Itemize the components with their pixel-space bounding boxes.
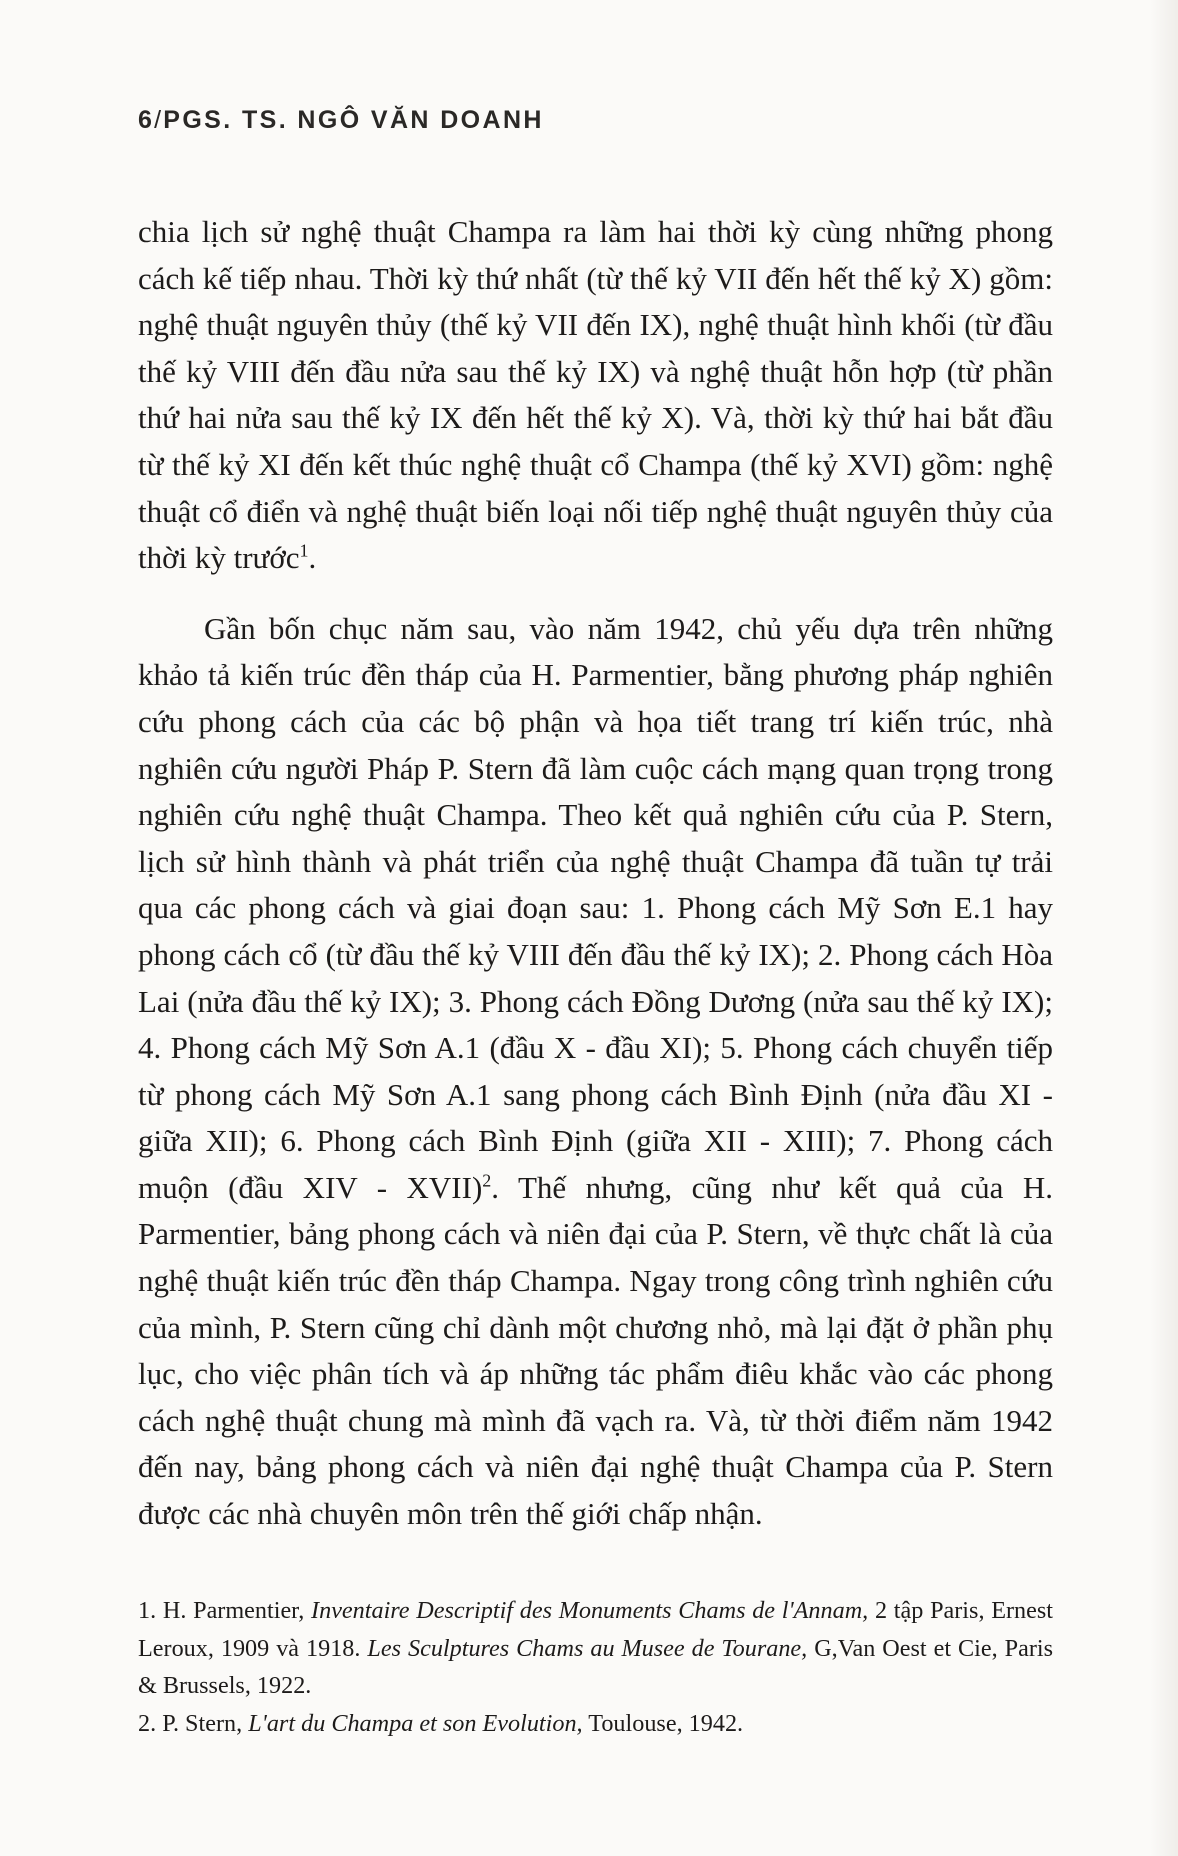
running-header	[138, 106, 544, 135]
paragraph-2-text-b: . Thế nhưng, cũng như kết quả của H. Parmentier, bảng phong cách và niên đại của P. Stern, về thực chất là của nghệ thuật kiến trúc đền tháp Champa. Ngay trong công trình nghiên cứu của mình, P. Stern cũng chỉ dành một chương nhỏ, mà lại đặt ở phần phụ lục, cho việc phân tích và áp những tác phẩm điêu khắc vào các phong cách nghệ thuật chung mà mình đã vạch ra. Và, từ thời điểm năm 1942 đến nay, bảng phong cách và niên đại nghệ thuật Champa của P. Stern được các nhà chuyên môn trên thế giới chấp nhận.	[138, 1169, 1053, 1532]
page-number: 6	[138, 106, 155, 134]
footnote-ref-1: 1	[299, 540, 309, 561]
paragraph-2-text-a: Gần bốn chục năm sau, vào năm 1942, chủ yếu dựa trên những khảo tả kiến trúc đền tháp của H. Parmentier, bằng phương pháp nghiên cứu phong cách của các bộ phận và họa tiết trang trí kiến trúc, nhà nghiên cứu người Pháp P. Stern đã làm cuộc cách mạng quan trọng trong nghiên cứu nghệ thuật Champa. Theo kết quả nghiên cứu của P. Stern, lịch sử hình thành và phát triển của nghệ thuật Champa đã tuần tự trải qua các phong cách và giai đoạn sau: 1. Phong cách Mỹ Sơn E.1 hay phong cách cổ (từ đầu thế kỷ VIII đến đầu thế kỷ IX); 2. Phong cách Hòa Lai (nửa đầu thế kỷ IX); 3. Phong cách Đồng Dương (nửa sau thế kỷ IX); 4. Phong cách Mỹ Sơn A.1 (đầu X - đầu XI); 5. Phong cách chuyển tiếp từ phong cách Mỹ Sơn A.1 sang phong cách Bình Định (nửa đầu XI - giữa XII); 6. Phong cách Bình Định (giữa XII - XIII); 7. Phong cách muộn (đầu XIV - XVII)	[138, 610, 1053, 1205]
footnote-2-num: 2.	[138, 1709, 157, 1737]
footnote-1-num: 1.	[138, 1597, 157, 1624]
footnotes	[138, 1592, 1053, 1742]
paragraph-1	[138, 209, 1053, 582]
footnote-ref-2: 2	[482, 1170, 492, 1191]
footnote-2-title1: L'art du Champa et son Evolution,	[248, 1709, 583, 1737]
footnote-2-author: P. Stern,	[162, 1709, 243, 1737]
page-edge-shadow	[1150, 0, 1178, 1856]
footnote-1-author: H. Parmentier,	[162, 1597, 305, 1624]
footnote-1-title2: Les Sculptures Chams au Musee de Tourane,	[367, 1634, 808, 1662]
header-separator: /	[154, 106, 164, 134]
paragraph-1-text: chia lịch sử nghệ thuật Champa ra làm hai thời kỳ cùng những phong cách kế tiếp nhau. Thời kỳ thứ nhất (từ thế kỷ VII đến hết thế kỷ X) gồm: nghệ thuật nguyên thủy (thế kỷ VII đến IX), nghệ thuật hình khối (từ đầu thế kỷ VIII đến đầu nửa sau thế kỷ IX) và nghệ thuật hỗn hợp (từ phần thứ hai nửa sau thế kỷ IX đến hết thế kỷ X). Và, thời kỳ thứ hai bắt đầu từ thế kỷ XI đến kết thúc nghệ thuật cổ Champa (thế kỷ XVI) gồm: nghệ thuật cổ điển và nghệ thuật biến loại nối tiếp nghệ thuật nguyên thủy của thời kỳ trước	[138, 214, 1053, 576]
footnote-1-mid: 2 tập Paris, Ernest Leroux, 1909 và 1918.	[138, 1597, 1054, 1662]
header-author: PGS. TS. NGÔ VĂN DOANH	[163, 106, 544, 134]
footnote-1-title1: Inventaire Descriptif des Monuments Chams de l'Annam,	[311, 1597, 869, 1624]
body-text	[138, 209, 1053, 1538]
paragraph-1-end: .	[308, 540, 317, 576]
paragraph-2	[138, 606, 1053, 1538]
footnote-2-end: Toulouse, 1942.	[588, 1709, 744, 1737]
footnote-1	[138, 1592, 1053, 1705]
footnote-1-end: G,Van Oest et Cie, Paris & Brussels, 1922.	[138, 1634, 1054, 1699]
footnote-2	[138, 1705, 1053, 1743]
